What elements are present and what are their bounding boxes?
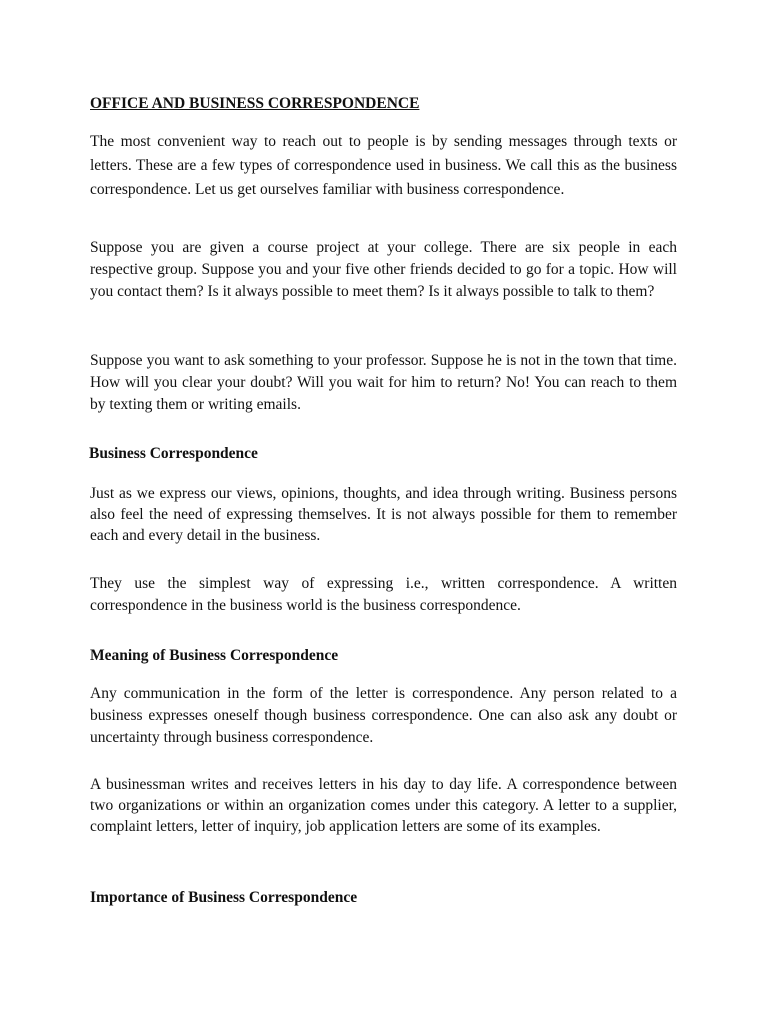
meaning-paragraph-1: Any communication in the form of the letter is correspondence. Any person related to a business expresses oneself though business correspondence. One can also ask any doubt or uncertainty through business correspondence. [90,685,677,746]
intro-paragraph-2: Suppose you are given a course project at your college. There are six people in each respective group. Suppose you and your five other friends decided to go for a topic. How will you contact them? Is it always possible to meet them? Is it always possible to talk to them? [90,239,677,300]
section-heading-meaning: Meaning of Business Correspondence [90,647,339,664]
document-title: OFFICE AND BUSINESS CORRESPONDENCE [90,95,420,112]
section-heading-business-correspondence: Business Correspondence [89,445,258,462]
meaning-paragraph-2: A businessman writes and receives letters in his day to day life. A correspondence between two organizations or within an organization comes under this category. A letter to a supplier, complaint letters, letter of inquiry, job application letters are some of its examples. [90,776,677,835]
intro-paragraph-1: The most convenient way to reach out to people is by sending messages through texts or letters. These are a few types of correspondence used in business. We call this as the business correspondence. Let us get ourselves familiar with business correspondence. [90,133,677,198]
intro-paragraph-3: Suppose you want to ask something to your professor. Suppose he is not in the town that time. How will you clear your doubt? Will you wait for him to return? No! You can reach to them by texting them or writing emails. [90,352,677,413]
business-correspondence-paragraph-1: Just as we express our views, opinions, thoughts, and idea through writing. Business persons also feel the need of expressing themselves. It is not always possible for them to remember each and every detail in the business. [90,485,677,544]
section-heading-importance: Importance of Business Correspondence [90,889,358,906]
business-correspondence-paragraph-2: They use the simplest way of expressing i.e., written correspondence. A written correspondence in the business world is the business correspondence. [90,575,677,614]
